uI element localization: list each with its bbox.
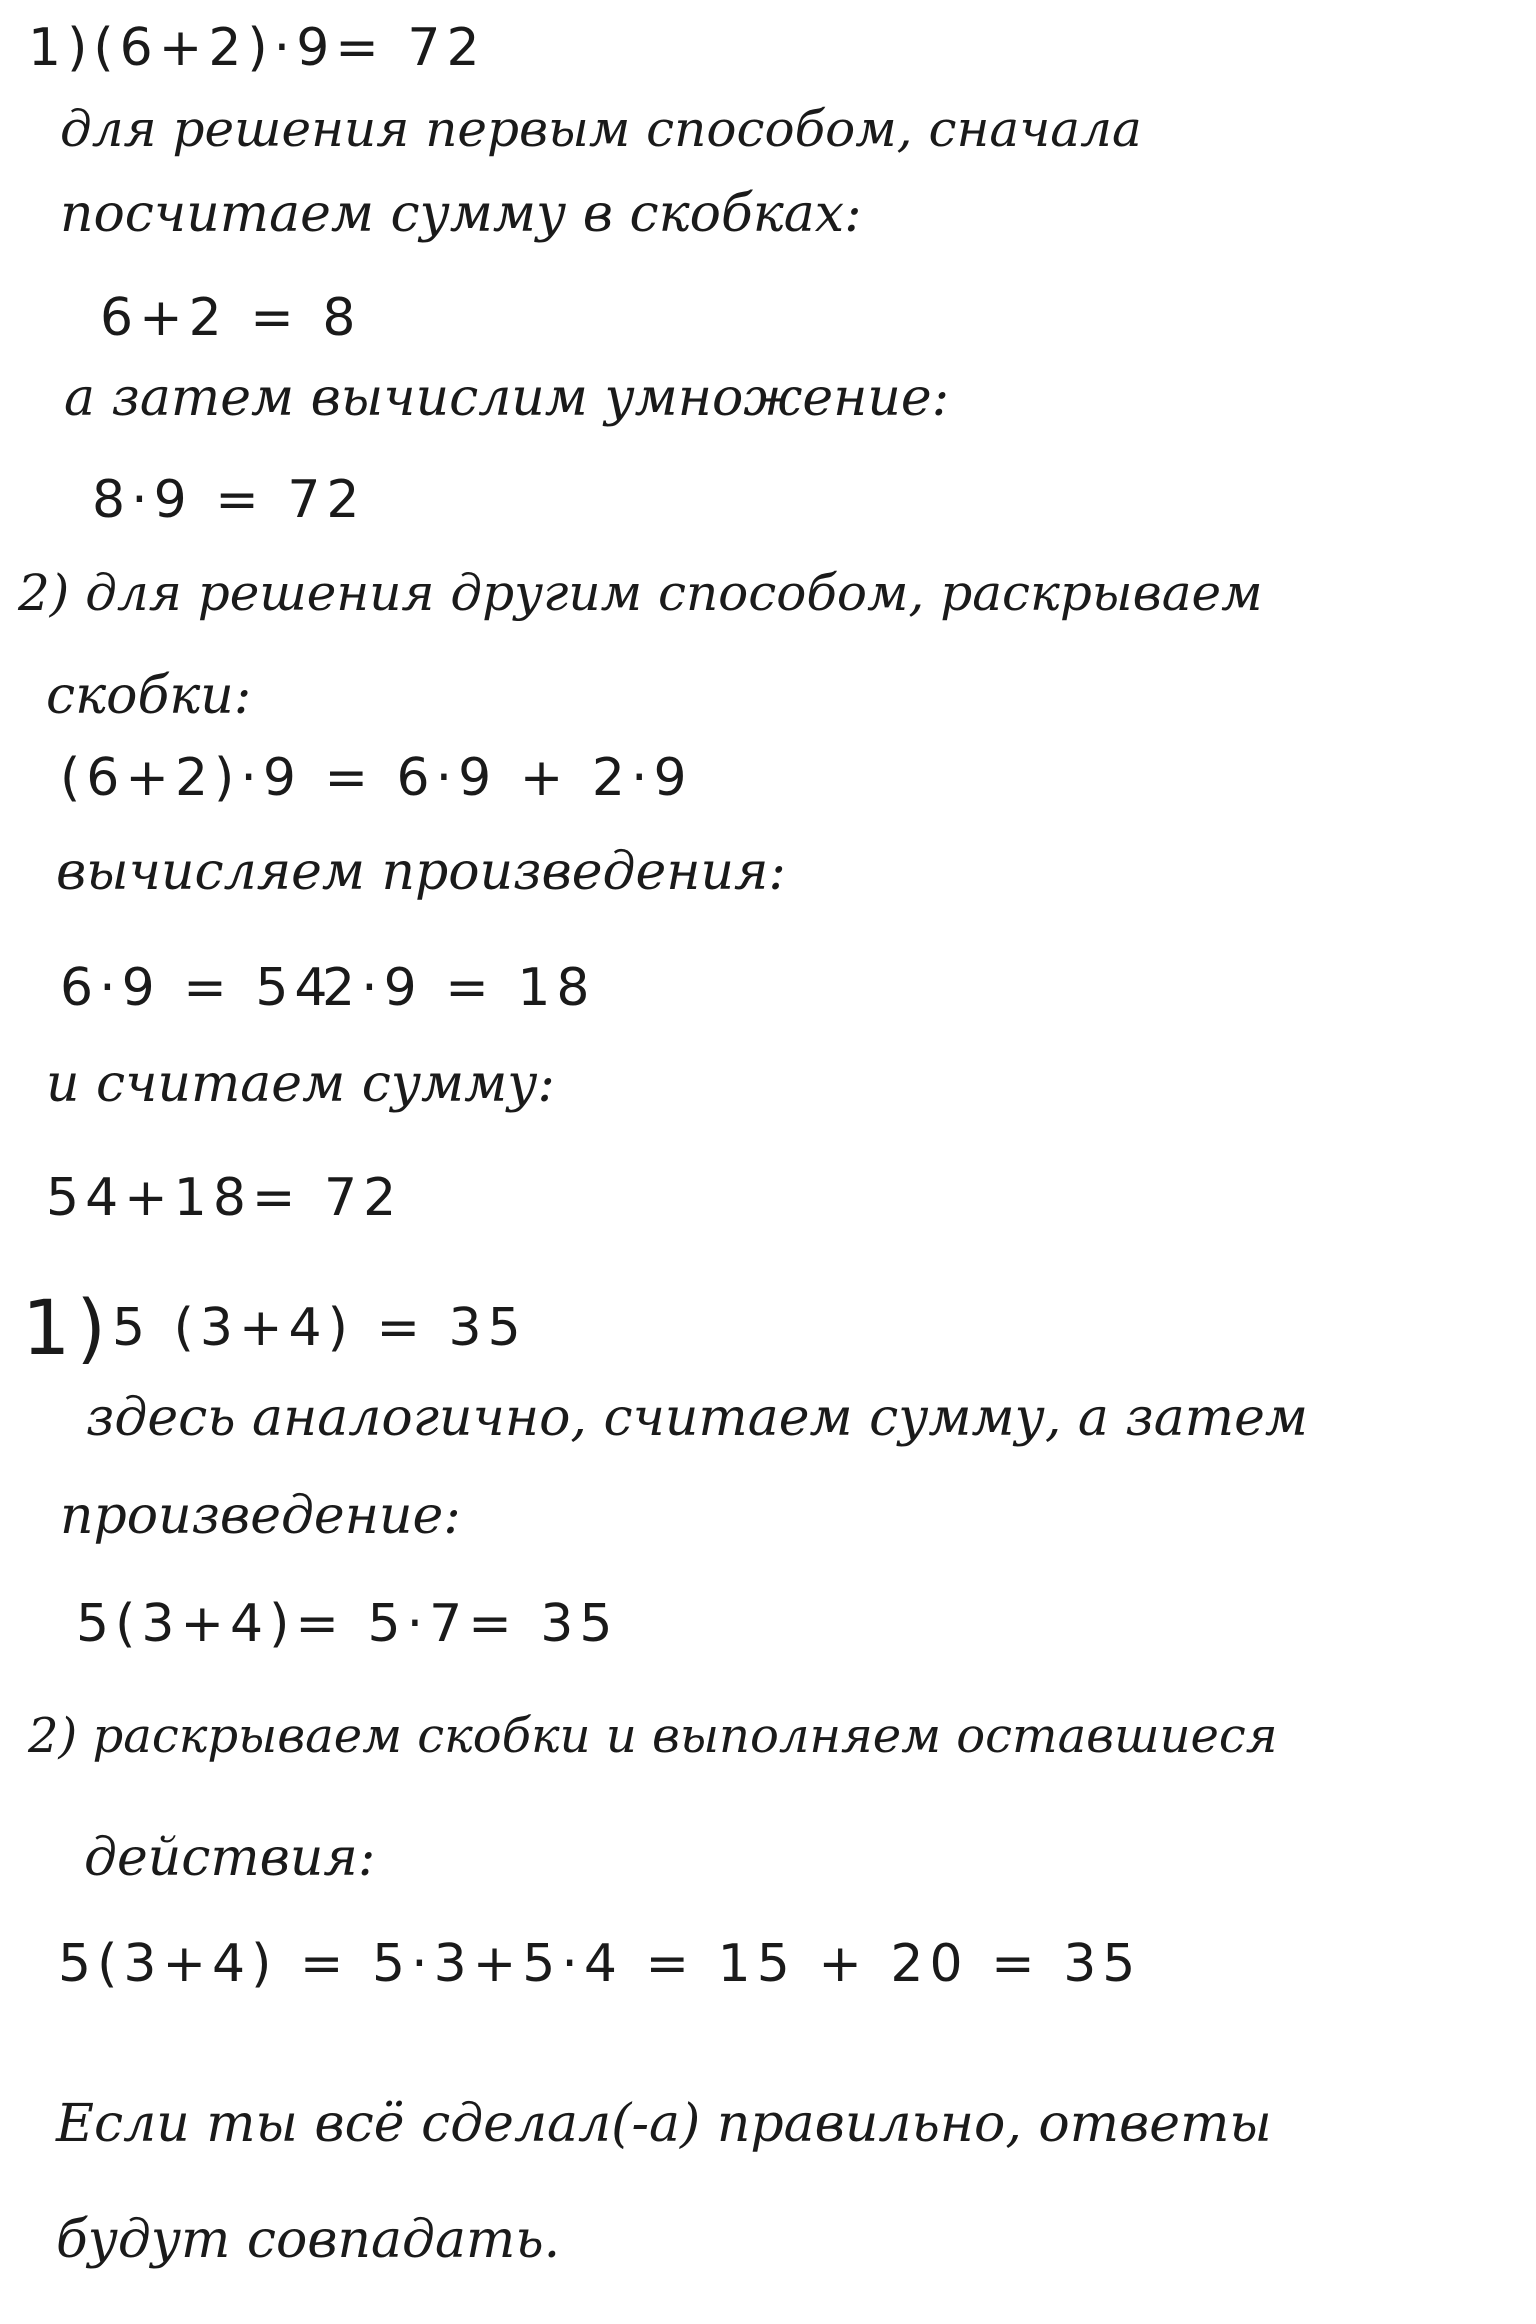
eq-final-sum: 54+18= 72 [46, 1168, 403, 1228]
text-method-2-intro: 2) для решения другим способом, раскрываем [18, 564, 1263, 622]
text-conclusion-end: будут совпадать. [56, 2210, 561, 2270]
eq-2-distributive: 5(3+4) = 5·3+5·4 = 15 + 20 = 35 [58, 1934, 1142, 1994]
eq-1-method-1: 1)(6+2)·9= 72 [28, 18, 486, 78]
eq-distributive: (6+2)·9 = 6·9 + 2·9 [60, 748, 693, 808]
text-similarly: здесь аналогично, считаем сумму, а затем [86, 1388, 1308, 1448]
eq-product-b: 2·9 = 18 [322, 958, 596, 1018]
eq-2-method-1: 5 (3+4) = 35 [112, 1298, 527, 1358]
text-method-2-task-2: 2) раскрываем скобки и выполняем оставшиеся [28, 1708, 1278, 1764]
eq-sum: 6+2 = 8 [100, 288, 362, 348]
text-compute-products: вычисляем произведения: [56, 842, 786, 902]
eq-product-a: 6·9 = 54 [60, 958, 334, 1018]
eq-2-calc: 5(3+4)= 5·7= 35 [76, 1594, 619, 1654]
text-product-label: произведение: [60, 1486, 461, 1546]
text-brackets: скобки: [46, 666, 252, 726]
text-conclusion: Если ты всё сделал(-а) правильно, ответы [56, 2094, 1272, 2154]
text-actions: действия: [84, 1828, 376, 1888]
text-then-multiply: а затем вычислим умножение: [64, 368, 950, 428]
text-count-sum: и считаем сумму: [46, 1054, 555, 1114]
eq-product: 8·9 = 72 [92, 470, 366, 530]
task-2-method-1-number: 1) [22, 1283, 113, 1372]
text-sum-in-brackets: посчитаем сумму в скобках: [60, 184, 862, 244]
text-method-1-intro: для решения первым способом, сначала [60, 100, 1142, 158]
